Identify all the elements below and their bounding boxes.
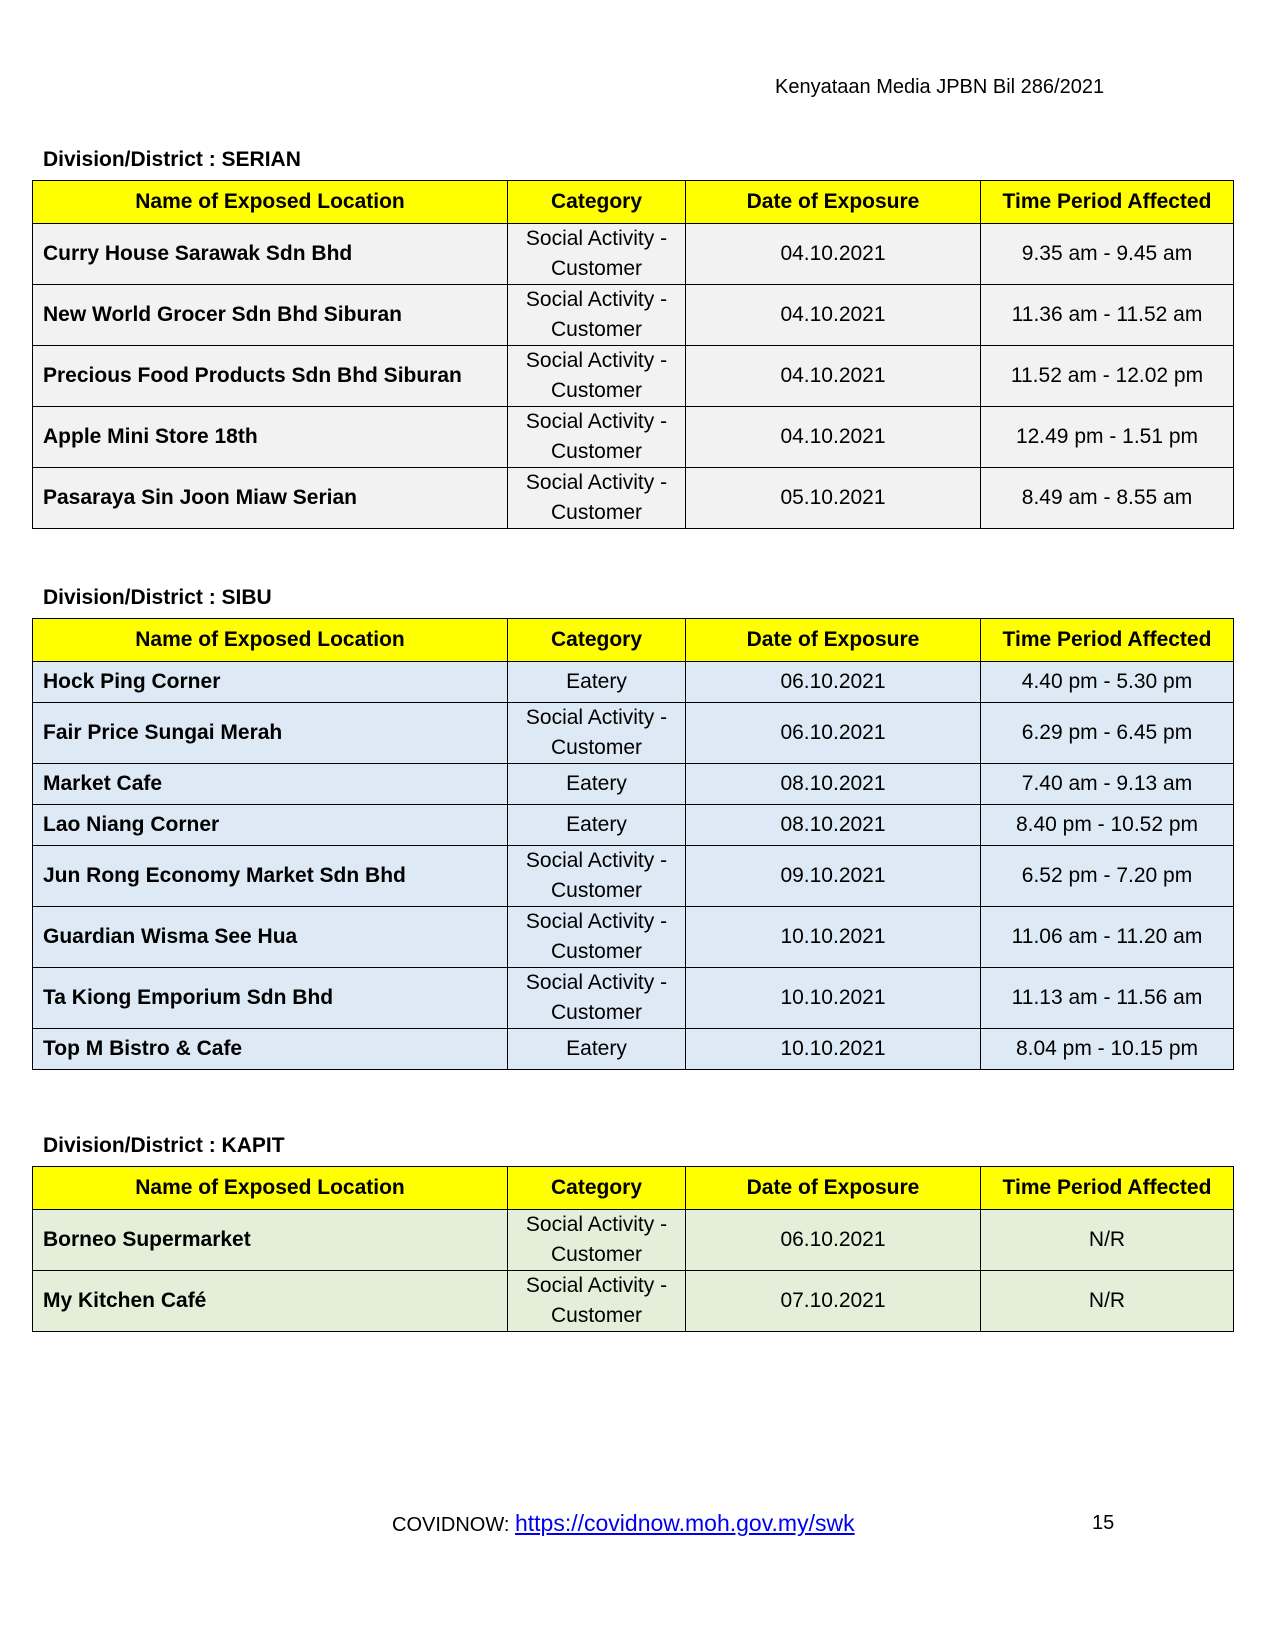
time-cell: 7.40 am - 9.13 am (981, 764, 1234, 805)
location-cell: Precious Food Products Sdn Bhd Siburan (33, 346, 508, 407)
table-row (33, 764, 1234, 805)
category-cell: Eatery (508, 662, 686, 703)
location-cell: Pasaraya Sin Joon Miaw Serian (33, 468, 508, 529)
page-number: 15 (1092, 1512, 1115, 1534)
time-cell: 8.04 pm - 10.15 pm (981, 1029, 1234, 1070)
time-cell: 8.40 pm - 10.52 pm (981, 805, 1234, 846)
time-cell: 8.49 am - 8.55 am (981, 468, 1234, 529)
column-header-date: Date of Exposure (686, 619, 981, 662)
category-cell: Eatery (508, 764, 686, 805)
column-header-category: Category (508, 1167, 686, 1210)
section-title: Division/District : KAPIT (43, 1134, 285, 1157)
category-cell: Social Activity - Customer (508, 407, 686, 468)
table-row (33, 1029, 1234, 1070)
date-cell: 10.10.2021 (686, 907, 981, 968)
category-cell: Eatery (508, 1029, 686, 1070)
date-cell: 06.10.2021 (686, 662, 981, 703)
time-cell: 11.36 am - 11.52 am (981, 285, 1234, 346)
column-header-date: Date of Exposure (686, 181, 981, 224)
time-cell: 11.52 am - 12.02 pm (981, 346, 1234, 407)
category-cell: Social Activity - Customer (508, 703, 686, 764)
date-cell: 08.10.2021 (686, 805, 981, 846)
date-cell: 04.10.2021 (686, 346, 981, 407)
location-cell: Apple Mini Store 18th (33, 407, 508, 468)
table-row (33, 1210, 1234, 1271)
exposure-table (32, 618, 1234, 1070)
column-header-category: Category (508, 619, 686, 662)
location-cell: My Kitchen Café (33, 1271, 508, 1332)
document-reference: Kenyataan Media JPBN Bil 286/2021 (775, 76, 1105, 98)
location-cell: Lao Niang Corner (33, 805, 508, 846)
date-cell: 08.10.2021 (686, 764, 981, 805)
date-cell: 06.10.2021 (686, 1210, 981, 1271)
section-title: Division/District : SERIAN (43, 148, 301, 171)
date-cell: 04.10.2021 (686, 224, 981, 285)
time-cell: N/R (981, 1210, 1234, 1271)
table-row (33, 805, 1234, 846)
location-cell: Top M Bistro & Cafe (33, 1029, 508, 1070)
footer-label: COVIDNOW: (392, 1514, 515, 1536)
date-cell: 10.10.2021 (686, 1029, 981, 1070)
column-header-category: Category (508, 181, 686, 224)
table-row (33, 1271, 1234, 1332)
section-sibu (32, 586, 1232, 1070)
time-cell: N/R (981, 1271, 1234, 1332)
date-cell: 10.10.2021 (686, 968, 981, 1029)
category-cell: Social Activity - Customer (508, 968, 686, 1029)
column-header-time: Time Period Affected (981, 1167, 1234, 1210)
exposure-table (32, 1166, 1234, 1332)
table-row (33, 662, 1234, 703)
date-cell: 07.10.2021 (686, 1271, 981, 1332)
date-cell: 09.10.2021 (686, 846, 981, 907)
category-cell: Eatery (508, 805, 686, 846)
category-cell: Social Activity - Customer (508, 346, 686, 407)
covidnow-link[interactable]: https://covidnow.moh.gov.my/swk (514, 1510, 855, 1536)
time-cell: 4.40 pm - 5.30 pm (981, 662, 1234, 703)
section-serian (32, 148, 1232, 529)
time-cell: 6.29 pm - 6.45 pm (981, 703, 1234, 764)
category-cell: Social Activity - Customer (508, 285, 686, 346)
column-header-location: Name of Exposed Location (33, 619, 508, 662)
location-cell: Hock Ping Corner (33, 662, 508, 703)
table-row (33, 703, 1234, 764)
category-cell: Social Activity - Customer (508, 1271, 686, 1332)
category-cell: Social Activity - Customer (508, 224, 686, 285)
date-cell: 06.10.2021 (686, 703, 981, 764)
column-header-location: Name of Exposed Location (33, 181, 508, 224)
table-row (33, 968, 1234, 1029)
table-row (33, 907, 1234, 968)
location-cell: Market Cafe (33, 764, 508, 805)
category-cell: Social Activity - Customer (508, 846, 686, 907)
footer (392, 1510, 855, 1537)
time-cell: 11.13 am - 11.56 am (981, 968, 1234, 1029)
table-row (33, 224, 1234, 285)
table-row (33, 407, 1234, 468)
column-header-location: Name of Exposed Location (33, 1167, 508, 1210)
time-cell: 12.49 pm - 1.51 pm (981, 407, 1234, 468)
date-cell: 04.10.2021 (686, 407, 981, 468)
location-cell: Ta Kiong Emporium Sdn Bhd (33, 968, 508, 1029)
location-cell: Jun Rong Economy Market Sdn Bhd (33, 846, 508, 907)
location-cell: Guardian Wisma See Hua (33, 907, 508, 968)
time-cell: 9.35 am - 9.45 am (981, 224, 1234, 285)
location-cell: Borneo Supermarket (33, 1210, 508, 1271)
section-title: Division/District : SIBU (43, 586, 272, 609)
location-cell: Fair Price Sungai Merah (33, 703, 508, 764)
table-header-row (33, 619, 1234, 662)
column-header-time: Time Period Affected (981, 619, 1234, 662)
table-header-row (33, 1167, 1234, 1210)
table-row (33, 468, 1234, 529)
table-row (33, 346, 1234, 407)
column-header-time: Time Period Affected (981, 181, 1234, 224)
time-cell: 11.06 am - 11.20 am (981, 907, 1234, 968)
table-row (33, 285, 1234, 346)
section-kapit (32, 1134, 1232, 1332)
time-cell: 6.52 pm - 7.20 pm (981, 846, 1234, 907)
location-cell: New World Grocer Sdn Bhd Siburan (33, 285, 508, 346)
column-header-date: Date of Exposure (686, 1167, 981, 1210)
category-cell: Social Activity - Customer (508, 907, 686, 968)
location-cell: Curry House Sarawak Sdn Bhd (33, 224, 508, 285)
date-cell: 04.10.2021 (686, 285, 981, 346)
exposure-table (32, 180, 1234, 529)
category-cell: Social Activity - Customer (508, 468, 686, 529)
table-row (33, 846, 1234, 907)
date-cell: 05.10.2021 (686, 468, 981, 529)
category-cell: Social Activity - Customer (508, 1210, 686, 1271)
table-header-row (33, 181, 1234, 224)
